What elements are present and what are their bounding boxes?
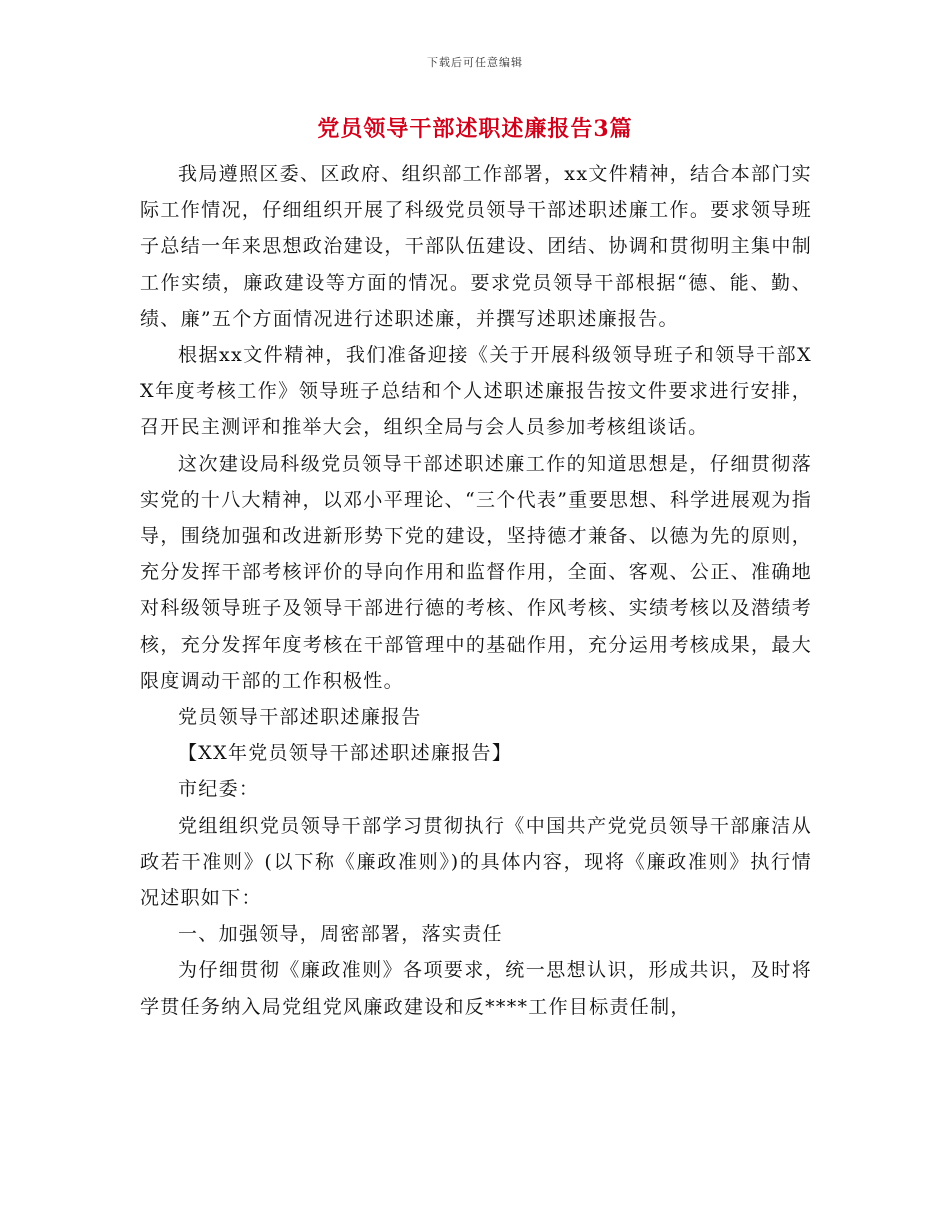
paragraph-study: 党组组织党员领导干部学习贯彻执行《中国共产党党员领导干部廉洁从政若干准则》(以下称《廉政准则》)的具体内容，现将《廉政准则》执行情况述职如下：	[140, 814, 812, 910]
subheading-one: 一、加强领导，周密部署，落实责任	[178, 923, 503, 946]
document-title: 党员领导干部述职述廉报告3篇	[317, 116, 633, 142]
header-note: 下载后可任意编辑	[427, 56, 523, 69]
section-heading: 党员领导干部述职述廉报告	[178, 706, 422, 729]
paragraph-basis: 根据xx文件精神，我们准备迎接《关于开展科级领导班子和领导干部XX年度考核工作》领导班子总结和个人述职述廉报告按文件要求进行安排，召开民主测评和推举大会，组织全局与会人员参加考核组谈话。	[140, 344, 812, 439]
paragraph-intro: 我局遵照区委、区政府、组织部工作部署，xx文件精神，结合本部门实际工作情况，仔细组织开展了科级党员领导干部述职述廉工作。要求领导班子总结一年来思想政治建设，干部队伍建设、团结、协调和贯彻明主集中制工作实绩，廉政建设等方面的情况。要求党员领导干部根据“德、能、勤、绩、廉”五个方面情况进行述职述廉，并撰写述职述廉报告。	[140, 163, 812, 330]
paragraph-guiding-idea: 这次建设局科级党员领导干部述职述廉工作的知道思想是，仔细贯彻落实党的十八大精神，以邓小平理论、“三个代表”重要思想、科学进展观为指导，围绕加强和改进新形势下党的建设，坚持德才兼备、以德为先的原则，充分发挥干部考核评价的导向作用和监督作用，全面、客观、公正、准确地对科级领导班子及领导干部进行德的考核、作风考核、实绩考核以及潜绩考核，充分发挥年度考核在干部管理中的基础作用，充分运用考核成果，最大限度调动干部的工作积极性。	[140, 452, 812, 692]
addressee: 市纪委：	[178, 778, 260, 801]
report-title: 【XX年党员领导干部述职述廉报告】	[178, 742, 513, 765]
paragraph-implementation: 为仔细贯彻《廉政准则》各项要求，统一思想认识，形成共识，及时将学贯任务纳入局党组党风廉政建设和反****工作目标责任制，	[140, 959, 812, 1018]
document-body	[140, 156, 812, 1025]
